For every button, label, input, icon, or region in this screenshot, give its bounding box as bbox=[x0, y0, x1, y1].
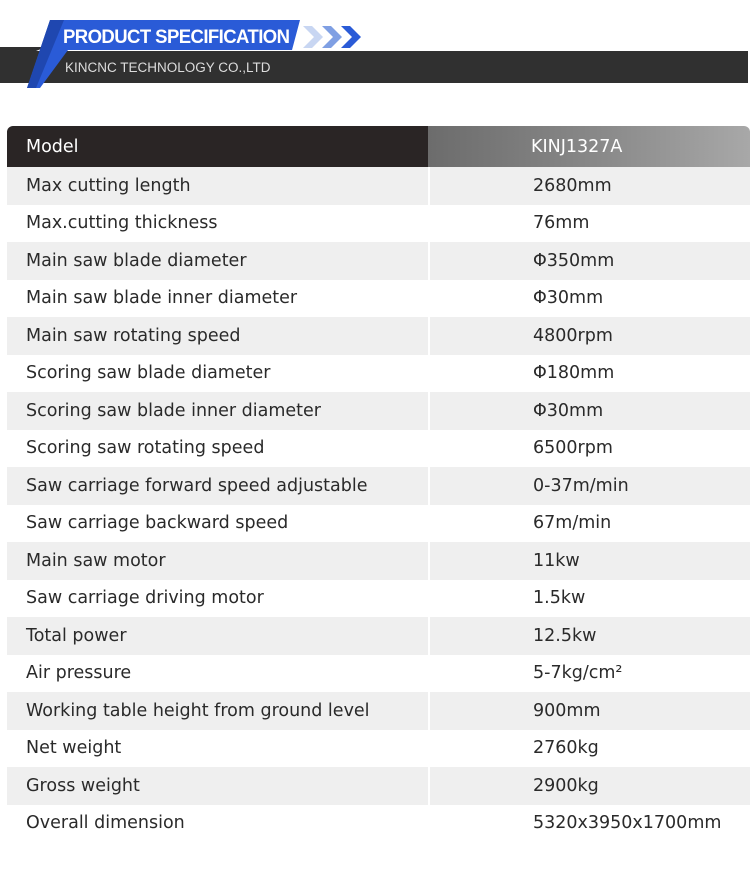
spec-label: Working table height from ground level bbox=[7, 692, 428, 730]
table-row bbox=[7, 767, 750, 805]
spec-label: Scoring saw blade inner diameter bbox=[7, 392, 428, 430]
spec-value: 2680mm bbox=[428, 167, 750, 205]
spec-label: Main saw motor bbox=[7, 542, 428, 580]
table-row bbox=[7, 242, 750, 280]
spec-value: Φ30mm bbox=[428, 280, 750, 318]
spec-value: 1.5kw bbox=[428, 580, 750, 618]
table-row bbox=[7, 355, 750, 393]
spec-value: 76mm bbox=[428, 205, 750, 243]
spec-label: Main saw blade diameter bbox=[7, 242, 428, 280]
spec-value: 67m/min bbox=[428, 505, 750, 543]
spec-value: 900mm bbox=[428, 692, 750, 730]
header-title: PRODUCT SPECIFICATION bbox=[63, 26, 290, 48]
table-row bbox=[7, 617, 750, 655]
table-header-row bbox=[7, 126, 750, 167]
spec-value: 6500rpm bbox=[428, 430, 750, 468]
spec-value: 2760kg bbox=[428, 730, 750, 768]
spec-header bbox=[0, 0, 750, 100]
spec-label: Saw carriage driving motor bbox=[7, 580, 428, 618]
spec-label: Max cutting length bbox=[7, 167, 428, 205]
table-row bbox=[7, 805, 750, 843]
spec-label: Net weight bbox=[7, 730, 428, 768]
spec-value: 12.5kw bbox=[428, 617, 750, 655]
table-row bbox=[7, 467, 750, 505]
spec-table bbox=[7, 126, 750, 842]
spec-label: Saw carriage forward speed adjustable bbox=[7, 467, 428, 505]
spec-value: Φ350mm bbox=[428, 242, 750, 280]
spec-label: Gross weight bbox=[7, 767, 428, 805]
spec-label: Scoring saw blade diameter bbox=[7, 355, 428, 393]
spec-value: 11kw bbox=[428, 542, 750, 580]
spec-value: 2900kg bbox=[428, 767, 750, 805]
table-row bbox=[7, 580, 750, 618]
table-row bbox=[7, 542, 750, 580]
table-row bbox=[7, 205, 750, 243]
spec-value: Φ30mm bbox=[428, 392, 750, 430]
spec-value: 0-37m/min bbox=[428, 467, 750, 505]
table-row bbox=[7, 167, 750, 205]
spec-label: Total power bbox=[7, 617, 428, 655]
spec-label: Saw carriage backward speed bbox=[7, 505, 428, 543]
table-row bbox=[7, 430, 750, 468]
spec-label: Main saw rotating speed bbox=[7, 317, 428, 355]
spec-label: Scoring saw rotating speed bbox=[7, 430, 428, 468]
table-row bbox=[7, 655, 750, 693]
header-company-name: KINCNC TECHNOLOGY CO.,LTD bbox=[65, 60, 271, 75]
table-row bbox=[7, 317, 750, 355]
table-row bbox=[7, 730, 750, 768]
table-row bbox=[7, 280, 750, 318]
spec-label: Overall dimension bbox=[7, 805, 428, 843]
spec-label: Air pressure bbox=[7, 655, 428, 693]
spec-value: 4800rpm bbox=[428, 317, 750, 355]
table-row bbox=[7, 505, 750, 543]
spec-value: 5320x3950x1700mm bbox=[428, 805, 750, 843]
spec-value: Φ180mm bbox=[428, 355, 750, 393]
spec-label: Max.cutting thickness bbox=[7, 205, 428, 243]
table-row bbox=[7, 392, 750, 430]
table-row bbox=[7, 692, 750, 730]
header-label-cell: Model bbox=[7, 126, 428, 167]
spec-value: 5-7kg/cm² bbox=[428, 655, 750, 693]
chevron-arrows-icon bbox=[303, 26, 365, 48]
spec-label: Main saw blade inner diameter bbox=[7, 280, 428, 318]
header-value-cell: KINJ1327A bbox=[428, 126, 750, 167]
